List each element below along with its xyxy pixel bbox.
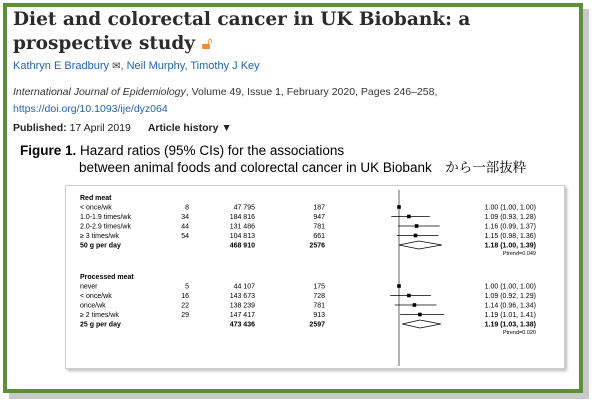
row-hr-text: 1.09 (0.92, 1.29)	[484, 293, 536, 300]
triangle-down-icon: ▼	[221, 122, 232, 134]
row-participants: 44 107	[233, 283, 255, 291]
row-label: < once/wk	[80, 204, 112, 212]
row-label: ≥ 2 times/wk	[80, 312, 119, 319]
article-title	[13, 8, 573, 56]
row-cases: 5	[185, 283, 189, 291]
row-label: once/wk	[80, 302, 106, 310]
row-cases: 8	[185, 204, 189, 212]
row-participants: 184 816	[229, 214, 255, 221]
row-hr-text: 1.19 (1.01, 1.41)	[484, 312, 536, 319]
caption-prefix: Figure 1.	[20, 143, 77, 158]
forest-plot-figure	[65, 185, 565, 369]
doi-link[interactable]: https://doi.org/10.1093/ije/dyz064	[13, 103, 168, 115]
published-date: 17 April 2019	[69, 122, 131, 134]
hr-point	[413, 303, 417, 307]
row-label: 1.0-1.9 times/wk	[80, 214, 131, 221]
row-hr-text: 1.16 (0.99, 1.37)	[484, 223, 536, 231]
row-participants: 143 673	[229, 293, 255, 300]
group-heading: Processed meat	[80, 274, 134, 281]
author-link-bradbury[interactable]: Kathryn E Bradbury	[13, 60, 109, 72]
row-cases: 29	[181, 312, 189, 319]
hr-point	[418, 313, 422, 317]
hr-point	[415, 224, 419, 228]
row-cases: 16	[181, 293, 189, 300]
article-history-button[interactable]	[148, 122, 232, 134]
row-hr-text: 1.09 (0.93, 1.28)	[484, 214, 536, 221]
hr-point	[407, 294, 411, 298]
row-hr-text: 1.15 (0.98, 1.36)	[484, 233, 536, 240]
row-cases-total: 781	[313, 223, 325, 231]
row-cases-total: 2576	[309, 242, 325, 250]
row-cases-total: 187	[313, 204, 325, 212]
row-cases: 44	[181, 223, 189, 231]
row-participants: 104 813	[229, 233, 255, 240]
author-separator: ,	[120, 60, 124, 72]
row-participants: 473 436	[229, 321, 255, 329]
hr-point	[407, 215, 411, 219]
row-cases: 54	[181, 233, 189, 240]
row-hr-text: 1.18 (1.00, 1.39)	[484, 242, 536, 250]
author-separator: ,	[184, 60, 188, 72]
journal-citation	[13, 86, 437, 98]
row-cases-total: 661	[313, 233, 325, 240]
author-link-murphy[interactable]: Neil Murphy	[126, 60, 185, 72]
caption-line2: between animal foods and colorectal cancer in UK Biobank から一部抜粋	[79, 160, 527, 175]
p-trend: Ptrend=0.020	[502, 330, 536, 336]
row-cases-total: 2597	[309, 321, 325, 329]
p-trend: Ptrend=0.049	[502, 251, 536, 257]
row-cases: 22	[181, 302, 189, 310]
open-lock-icon: 🔓︎	[201, 34, 213, 54]
row-cases-total: 175	[313, 283, 325, 291]
summary-diamond	[399, 241, 442, 249]
row-participants: 47 795	[233, 204, 255, 212]
row-participants: 147 417	[229, 312, 255, 319]
row-hr-text: 1.19 (1.03, 1.38)	[484, 321, 536, 329]
row-hr-text: 1.00 (1.00, 1.00)	[484, 204, 536, 212]
row-hr-text: 1.00 (1.00, 1.00)	[484, 283, 536, 291]
author-link-key[interactable]: Timothy J Key	[190, 60, 260, 72]
row-label: 25 g per day	[80, 321, 121, 329]
row-hr-text: 1.14 (0.96, 1.34)	[484, 302, 536, 310]
envelope-icon[interactable]: ✉	[112, 61, 121, 72]
author-list	[13, 60, 260, 72]
row-cases-total: 781	[313, 302, 325, 310]
figure-caption	[20, 142, 526, 176]
row-cases-total: 913	[313, 312, 325, 319]
row-label: never	[80, 283, 98, 291]
caption-line1: Hazard ratios (95% CIs) for the associations	[76, 143, 345, 158]
row-label: 2.0-2.9 times/wk	[80, 223, 131, 231]
row-participants: 468 910	[229, 242, 255, 250]
row-cases-total: 728	[313, 293, 325, 300]
article-history-label: Article history	[147, 122, 219, 134]
published-line	[13, 122, 232, 134]
row-cases-total: 947	[313, 214, 325, 221]
group-heading: Red meat	[80, 195, 112, 202]
published-label: Published:	[13, 122, 67, 134]
journal-name[interactable]: International Journal of Epidemiology	[13, 86, 186, 98]
row-label: < once/wk	[80, 293, 112, 300]
summary-diamond	[402, 320, 441, 328]
row-label: ≥ 3 times/wk	[80, 233, 119, 240]
row-participants: 131 486	[229, 223, 255, 231]
row-label: 50 g per day	[80, 242, 121, 250]
forest-plot	[66, 186, 564, 368]
row-cases: 34	[181, 214, 189, 221]
article-title-text: Diet and colorectal cancer in UK Biobank: a prospective study	[13, 9, 471, 54]
row-participants: 138 239	[229, 302, 255, 310]
hr-point	[414, 234, 418, 238]
citation-text: , Volume 49, Issue 1, February 2020, Pages 246–258,	[185, 86, 438, 98]
